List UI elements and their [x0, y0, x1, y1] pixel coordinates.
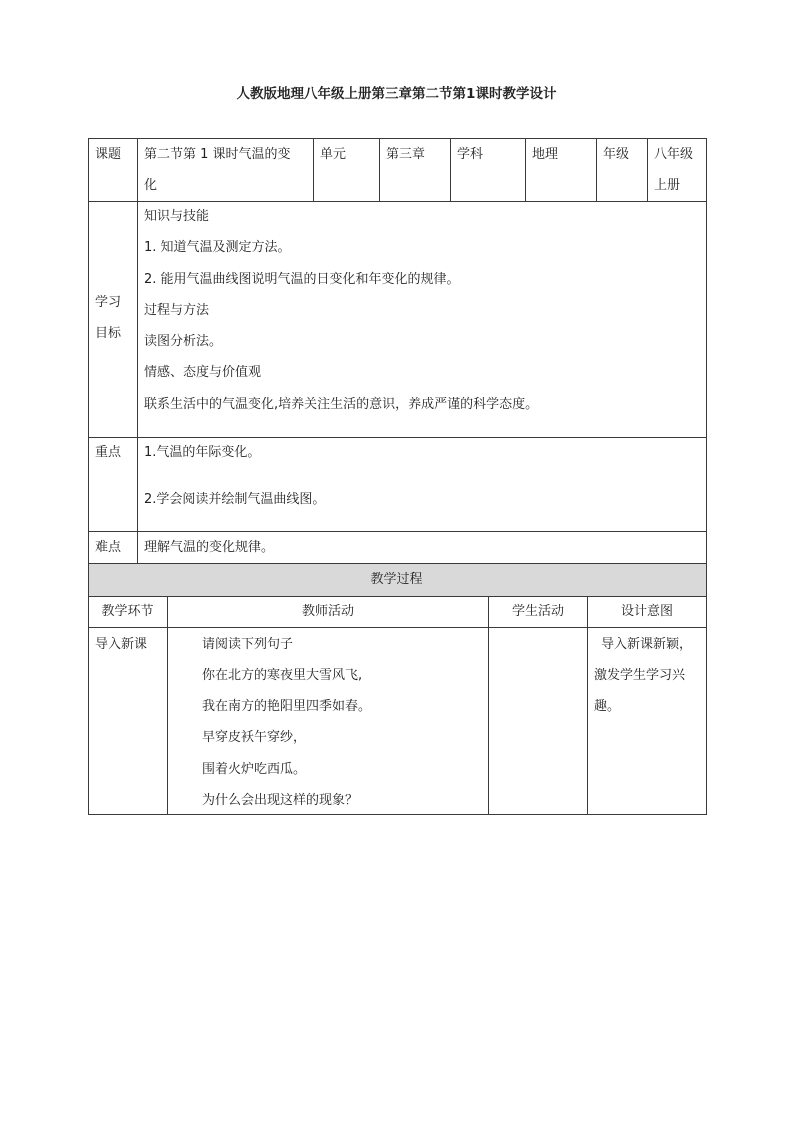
teacher-line: 我在南方的艳阳里四季如春。 [202, 699, 372, 714]
teacher-line: 为什么会出现这样的现象？ [202, 793, 359, 808]
topic-value-line2: 化 [144, 178, 158, 193]
subject-label: 学科 [457, 147, 484, 162]
intent-line: 趣。 [594, 699, 621, 714]
process-title: 教学过程 [370, 572, 423, 587]
intent-line: 激发学生学习兴 [594, 668, 686, 683]
goals-line: 2. 能用气温曲线图说明气温的日变化和年变化的规律。 [144, 272, 460, 287]
unit-value: 第三章 [386, 147, 426, 162]
topic-value-line1: 第二节第 1 课时气温的变 [144, 147, 291, 162]
goals-line: 读图分析法。 [144, 334, 223, 349]
goals-line: 过程与方法 [144, 303, 210, 318]
teacher-line: 早穿皮袄午穿纱， [202, 730, 307, 745]
goals-line: 联系生活中的气温变化,培养关注生活的意识，养成严谨的科学态度。 [144, 397, 539, 412]
teacher-line: 请阅读下列句子 [202, 637, 294, 652]
goals-line: 知识与技能 [144, 209, 210, 224]
key-point-2: 2.学会阅读并绘制气温曲线图。 [144, 492, 326, 507]
goals-label-line1: 学习 [95, 295, 122, 310]
key-point-1: 1.气温的年际变化。 [144, 445, 261, 460]
difficulty-text: 理解气温的变化规律。 [144, 540, 275, 555]
unit-label: 单元 [320, 147, 347, 162]
column-header-teacher: 教师活动 [301, 604, 354, 619]
grade-label: 年级 [603, 147, 630, 162]
intent-line: 导入新课新颖， [601, 637, 693, 652]
column-header-stage: 教学环节 [101, 604, 154, 619]
key-points-label: 重点 [95, 445, 122, 460]
topic-label: 课题 [95, 147, 122, 162]
grade-value-line2: 上册 [654, 178, 681, 193]
teacher-line: 围着火炉吃西瓜。 [202, 762, 307, 777]
goals-line: 情感、态度与价值观 [144, 365, 262, 380]
difficulty-label: 难点 [95, 540, 122, 555]
subject-value: 地理 [532, 147, 559, 162]
column-header-intent: 设计意图 [620, 604, 673, 619]
stage-cell: 导入新课 [95, 637, 148, 652]
teacher-line: 你在北方的寒夜里大雪风飞, [202, 668, 363, 683]
goals-line: 1. 知道气温及测定方法。 [144, 240, 291, 255]
goals-label-line2: 目标 [95, 326, 122, 341]
column-header-student: 学生活动 [511, 604, 564, 619]
document-title: 人教版地理八年级上册第三章第二节第1课时教学设计 [236, 86, 557, 102]
grade-value-line1: 八年级 [654, 147, 694, 162]
